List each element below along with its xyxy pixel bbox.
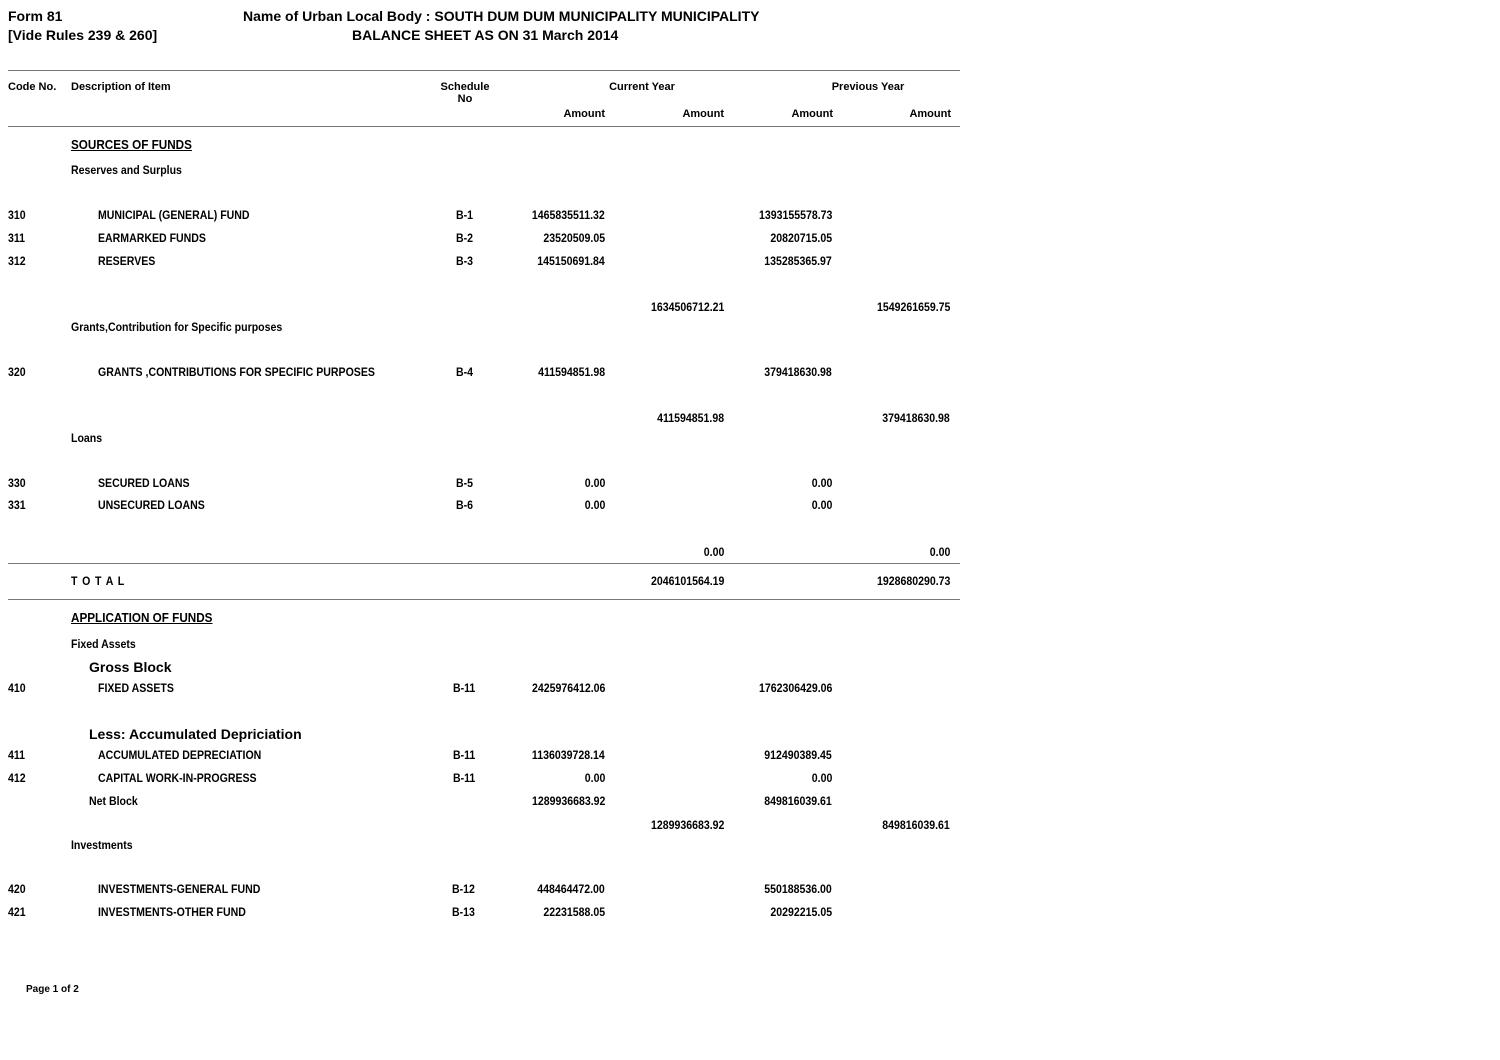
gross-block-heading: Gross Block: [89, 659, 172, 675]
row-previous-amount: 550188536.00: [764, 882, 832, 896]
col-amount-header: Amount: [682, 108, 724, 120]
row-previous-amount: 1393155578.73: [758, 208, 832, 222]
col-schedule-header-line1: Schedule: [440, 81, 490, 93]
investments-heading: Investments: [71, 838, 133, 852]
row-description: CAPITAL WORK-IN-PROGRESS: [98, 771, 257, 785]
col-amount-header: Amount: [909, 108, 951, 120]
row-previous-amount: 0.00: [811, 771, 832, 785]
header-bottom-rule: [8, 126, 960, 127]
row-previous-amount: 20292215.05: [770, 905, 832, 919]
row-previous-amount: 20820715.05: [770, 231, 832, 245]
row-current-amount: 145150691.84: [537, 254, 605, 268]
sources-of-funds-heading: SOURCES OF FUNDS: [71, 137, 192, 152]
subtotal-current: 1634506712.21: [650, 300, 724, 314]
loans-heading: Loans: [71, 431, 103, 445]
net-block-previous: 849816039.61: [764, 794, 832, 808]
subtotal-current: 411594851.98: [657, 411, 724, 425]
row-current-amount: 0.00: [584, 771, 605, 785]
reserves-surplus-heading: Reserves and Surplus: [71, 163, 182, 177]
col-description-header: Description of Item: [71, 81, 171, 93]
total-bottom-rule: [8, 599, 960, 600]
subtotal-previous: 379418630.98: [882, 411, 950, 425]
rules-reference: [Vide Rules 239 & 260]: [8, 27, 158, 43]
row-schedule: B-11: [453, 681, 476, 695]
row-current-amount: 1465835511.32: [532, 208, 605, 222]
row-current-amount: 22231588.05: [543, 905, 605, 919]
col-previous-year-header: Previous Year: [831, 81, 905, 93]
row-description: MUNICIPAL (GENERAL) FUND: [98, 208, 250, 222]
page-title: BALANCE SHEET AS ON 31 March 2014: [352, 27, 619, 43]
row-code: 312: [8, 254, 26, 268]
row-previous-amount: 0.00: [811, 476, 832, 490]
row-current-amount: 1136039728.14: [532, 748, 605, 762]
col-schedule-header-line2: No: [457, 93, 473, 105]
row-current-amount: 448464472.00: [537, 882, 605, 896]
row-code: 412: [8, 771, 26, 785]
row-current-amount: 2425976412.06: [531, 681, 605, 695]
row-previous-amount: 0.00: [811, 498, 832, 512]
row-description: UNSECURED LOANS: [98, 498, 205, 512]
row-description: FIXED ASSETS: [98, 681, 174, 695]
grants-heading: Grants,Contribution for Specific purposes: [71, 320, 283, 334]
row-schedule: B-1: [456, 208, 474, 222]
row-description: INVESTMENTS-GENERAL FUND: [98, 882, 261, 896]
row-schedule: B-12: [452, 882, 475, 896]
row-current-amount: 0.00: [584, 498, 605, 512]
row-code: 331: [8, 498, 26, 512]
col-code-header: Code No.: [8, 81, 57, 93]
row-code: 410: [8, 681, 26, 695]
subtotal-previous: 1549261659.75: [876, 300, 950, 314]
header-top-rule: [8, 70, 960, 71]
row-schedule: B-13: [452, 905, 475, 919]
row-previous-amount: 1762306429.06: [758, 681, 832, 695]
row-current-amount: 23520509.05: [543, 231, 605, 245]
col-amount-header: Amount: [563, 108, 605, 120]
row-previous-amount: 135285365.97: [764, 254, 832, 268]
row-code: 311: [8, 231, 26, 245]
row-description: GRANTS ,CONTRIBUTIONS FOR SPECIFIC PURPOSES: [98, 365, 375, 379]
row-code: 320: [8, 365, 26, 379]
urban-local-body-name: Name of Urban Local Body : SOUTH DUM DUM MUNICIPALITY MUNICIPALITY: [243, 8, 760, 24]
subtotal-current: 0.00: [703, 545, 724, 559]
page-number: Page 1 of 2: [26, 984, 79, 995]
col-schedule-header: [425, 81, 505, 105]
row-code: 421: [8, 905, 26, 919]
net-block-label: Net Block: [89, 794, 138, 808]
row-description: ACCUMULATED DEPRECIATION: [98, 748, 262, 762]
subtotal-previous: 0.00: [929, 545, 950, 559]
row-schedule: B-5: [456, 476, 474, 490]
subtotal-previous: 849816039.61: [882, 818, 950, 832]
less-depreciation-heading: Less: Accumulated Depriciation: [89, 726, 302, 742]
application-of-funds-heading: APPLICATION OF FUNDS: [71, 610, 213, 625]
subtotal-current: 1289936683.92: [650, 818, 724, 832]
row-code: 330: [8, 476, 26, 490]
row-description: INVESTMENTS-OTHER FUND: [98, 905, 246, 919]
row-code: 310: [8, 208, 26, 222]
row-description: EARMARKED FUNDS: [98, 231, 206, 245]
row-schedule: B-4: [456, 365, 474, 379]
form-number: Form 81: [8, 8, 63, 24]
col-amount-header: Amount: [791, 108, 833, 120]
row-current-amount: 411594851.98: [538, 365, 605, 379]
row-schedule: B-11: [453, 771, 476, 785]
fixed-assets-heading: Fixed Assets: [71, 637, 136, 651]
row-current-amount: 0.00: [584, 476, 605, 490]
row-description: RESERVES: [98, 254, 156, 268]
row-schedule: B-3: [456, 254, 474, 268]
col-current-year-header: Current Year: [609, 81, 675, 93]
total-label: T O T A L: [71, 574, 126, 588]
net-block-current: 1289936683.92: [531, 794, 605, 808]
row-previous-amount: 379418630.98: [764, 365, 832, 379]
total-previous: 1928680290.73: [876, 574, 950, 588]
row-schedule: B-2: [456, 231, 474, 245]
row-schedule: B-6: [456, 498, 474, 512]
total-top-rule: [8, 563, 960, 564]
row-previous-amount: 912490389.45: [764, 748, 832, 762]
row-description: SECURED LOANS: [98, 476, 190, 490]
total-current: 2046101564.19: [650, 574, 724, 588]
row-schedule: B-11: [453, 748, 476, 762]
row-code: 420: [8, 882, 26, 896]
row-code: 411: [8, 748, 26, 762]
